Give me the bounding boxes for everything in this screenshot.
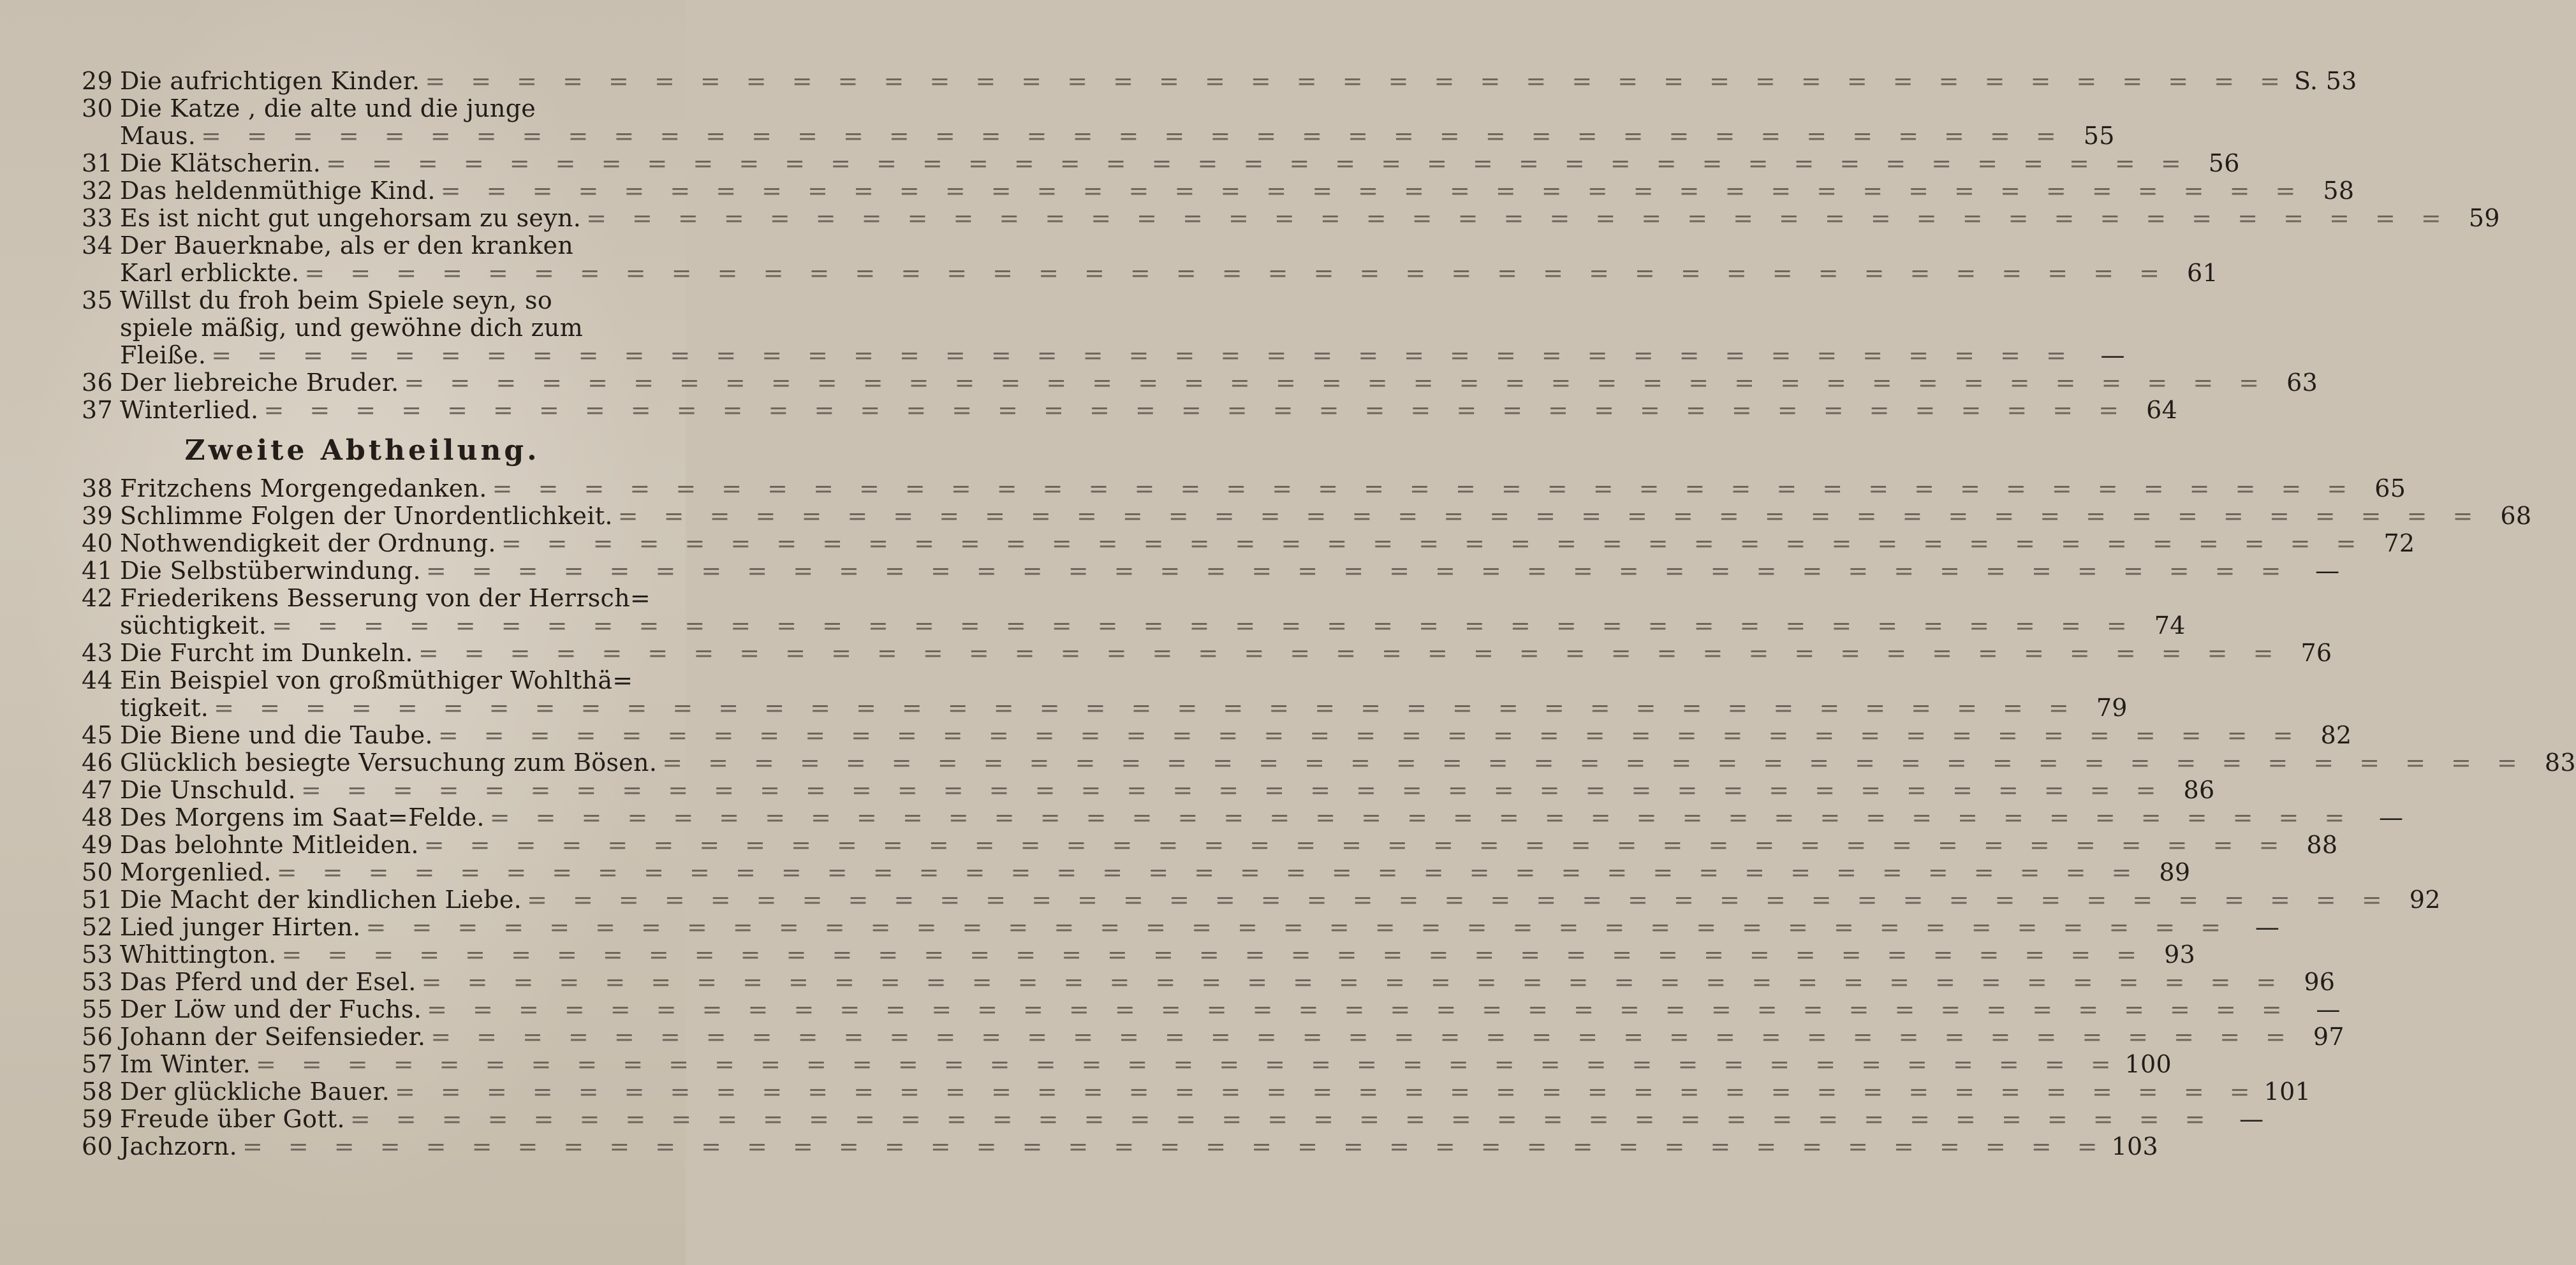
entry-number: 35 [82,286,113,314]
toc-entry [82,557,2340,585]
entry-title-line [120,314,2125,342]
entry-number: 44 [82,666,113,694]
entry-page: 58 [2323,177,2355,205]
entry-body [120,585,2186,640]
entry-title: Ein Beispiel von großmüthiger Wohlthä= [120,666,633,694]
section-heading: Zweite Abtheilung. [184,434,540,467]
entry-body [120,232,2218,287]
entry-page: — [2239,1105,2264,1133]
entry-number: 59 [82,1105,113,1133]
dot-leader [237,1133,2112,1160]
dot-leader [581,205,2455,232]
entry-page: — [2379,803,2404,831]
dot-leader [657,749,2531,777]
entry-title: Karl erblickte. [120,259,300,287]
entry-page: 68 [2500,502,2532,530]
entry-body [120,68,2357,95]
entry-title-line [120,122,2115,150]
dot-leader [206,342,2080,369]
dot-leader [296,777,2170,804]
entry-title-line [120,667,2128,694]
entry-number: 57 [82,1050,113,1078]
toc-entry [82,204,2500,232]
entry-title-line [120,1133,2158,1160]
entry-title: Whittington. [120,940,277,969]
entry-title-line [120,612,2186,640]
entry-page: 65 [2374,474,2406,502]
toc-entry [82,1105,2264,1133]
entry-title-line [120,831,2337,859]
entry-title: Glücklich besiegte Versuchung zum Bösen. [120,749,658,777]
entry-title: Freude über Gott. [120,1105,345,1133]
entry-number: 40 [82,529,113,557]
table-of-contents [82,67,2576,1160]
toc-entry [82,286,2125,369]
dot-leader [209,694,2083,722]
entry-title: Das Pferd und der Esel. [120,968,416,996]
entry-body [120,969,2335,996]
entry-body [120,941,2195,969]
entry-page: 72 [2383,529,2415,557]
entry-number: 47 [82,776,113,804]
entry-number: 34 [82,231,113,260]
toc-entry [82,968,2336,996]
entry-number: 49 [82,831,113,859]
toc-entry [82,721,2352,749]
dot-leader [613,502,2487,530]
entry-body [120,557,2339,585]
toc-entry [82,1050,2172,1078]
toc-entry [82,940,2196,969]
entry-title: Nothwendigkeit der Ordnung. [120,529,496,557]
entry-page: 61 [2187,259,2218,287]
entry-number: 41 [82,557,113,585]
entry-number: 43 [82,639,113,667]
entry-title-line [120,475,2406,502]
entry-body [120,886,2441,914]
entry-title-line [120,996,2341,1023]
entry-title-line [120,557,2339,585]
entry-title-line [120,640,2332,667]
entry-number: 32 [82,177,113,205]
entry-title: Johann der Seifensieder. [120,1023,426,1051]
dot-leader [299,260,2174,287]
entry-page: 74 [2154,611,2186,640]
entry-page: 55 [2083,122,2115,150]
toc-entry [82,639,2332,667]
entry-title-line [120,342,2125,369]
entry-page: 83 [2544,749,2576,777]
entry-title: Die Selbstüberwindung. [120,557,421,585]
entry-title-line [120,722,2352,749]
dot-leader [196,122,2070,150]
entry-title: Des Morgens im Saat=Felde. [120,803,485,831]
entry-page: 100 [2124,1050,2172,1078]
entry-title-line [120,150,2240,177]
entry-title-line [120,397,2177,424]
entry-page: 59 [2468,204,2500,232]
entry-title-line [120,1078,2311,1106]
entry-number: 30 [82,94,113,122]
entry-title: Winterlied. [120,396,259,424]
entry-body [120,1133,2158,1160]
dot-leader [390,1078,2264,1106]
dot-leader [433,722,2307,749]
entry-title: Morgenlied. [120,858,272,886]
entry-title-line [120,777,2214,804]
entry-title: tigkeit. [120,694,209,722]
entry-number: 52 [82,913,113,941]
entry-page: 96 [2304,968,2336,996]
entry-title: Fritzchens Morgengedanken. [120,474,487,502]
entry-title: Friederikens Besserung von der Herrsch= [120,584,651,612]
entry-number: 39 [82,502,113,530]
entry-page: — [2255,913,2280,941]
toc-entry [82,369,2318,397]
entry-page: 79 [2096,694,2128,722]
entry-number: 58 [82,1078,113,1106]
entry-page: 101 [2263,1078,2311,1106]
entry-body [120,287,2125,369]
dot-leader [276,941,2151,969]
entry-number: 42 [82,584,113,612]
dot-leader [413,640,2288,667]
toc-entry [82,67,2357,95]
entry-title-line [120,1106,2263,1133]
entry-title-line [120,68,2357,95]
entry-number: 36 [82,369,113,397]
entry-page: 86 [2183,776,2215,804]
entry-page: 93 [2164,940,2196,969]
entry-body [120,1023,2344,1051]
entry-title-line [120,749,2576,777]
dot-leader [425,1023,2300,1051]
dot-leader [267,612,2141,640]
entry-body [120,804,2403,831]
entry-title-line [120,530,2415,557]
dot-leader [419,831,2293,859]
toc-entry [82,529,2415,557]
dot-leader [485,804,2359,831]
entry-number: 48 [82,803,113,831]
dot-leader [436,177,2310,205]
toc-list-first-part [82,67,2500,424]
dot-leader [399,369,2274,397]
entry-number: 45 [82,721,113,749]
entry-body [120,722,2352,749]
dot-leader [272,859,2146,886]
entry-title-line [120,859,2190,886]
entry-title-line [120,1023,2344,1051]
entry-title-line [120,804,2403,831]
entry-title-line [120,941,2195,969]
entry-title: Das heldenmüthige Kind. [120,177,436,205]
entry-number: 50 [82,858,113,886]
dot-leader [421,557,2295,585]
entry-title-line [120,369,2318,397]
entry-title: Das belohnte Mitleiden. [120,831,419,859]
toc-entry [82,1023,2344,1051]
entry-number: 37 [82,396,113,424]
entry-body [120,397,2177,424]
entry-body [120,177,2354,205]
entry-number: 56 [82,1023,113,1051]
entry-title-line [120,585,2186,612]
toc-entry [82,749,2576,777]
dot-leader [420,68,2294,95]
entry-number: 46 [82,749,113,777]
entry-body [120,1078,2311,1106]
entry-title: Die Furcht im Dunkeln. [120,639,413,667]
entry-title-line [120,886,2441,914]
entry-page: — [2100,341,2125,369]
entry-body [120,667,2128,722]
entry-title-line [120,95,2115,122]
entry-title: Die Unschuld. [120,776,296,804]
dot-leader [496,530,2371,557]
dot-leader [416,969,2291,996]
entry-title-line [120,694,2128,722]
toc-entry [82,831,2338,859]
entry-body [120,95,2115,150]
entry-body [120,914,2279,941]
dot-leader [487,475,2362,502]
entry-page: — [2315,557,2340,585]
entry-number: 51 [82,886,113,914]
entry-title: Die Klätscherin. [120,149,321,177]
entry-title: süchtigkeit. [120,611,267,640]
entry-title: spiele mäßig, und gewöhne dich zum [120,314,584,342]
entry-title: Willst du froh beim Spiele seyn, so [120,286,553,314]
entry-title: Der glückliche Bauer. [120,1078,390,1106]
entry-body [120,369,2318,397]
dot-leader [361,914,2235,941]
toc-entry [82,94,2115,150]
entry-page: 64 [2146,396,2178,424]
entry-title-line [120,1051,2172,1078]
entry-body [120,1106,2263,1133]
dot-leader [345,1106,2219,1133]
entry-body [120,996,2341,1023]
toc-entry [82,666,2128,722]
entry-title: Lied junger Hirten. [120,913,361,941]
toc-entry [82,776,2215,804]
toc-entry [82,149,2240,177]
toc-entry [82,1078,2311,1106]
toc-entry [82,913,2280,941]
entry-number: 33 [82,204,113,232]
toc-entry [82,858,2191,886]
entry-title-line [120,914,2279,941]
entry-body [120,859,2190,886]
entry-title-line [120,969,2335,996]
entry-body [120,1051,2172,1078]
toc-entry [82,177,2355,205]
toc-entry [82,474,2406,502]
toc-entry [82,584,2186,640]
entry-number: 53 [82,968,113,996]
entry-title: Der Bauerknabe, als er den kranken [120,231,574,260]
entry-title: Schlimme Folgen der Unordentlichkeit. [120,502,613,530]
entry-title-line [120,205,2500,232]
entry-number: 29 [82,67,113,95]
toc-entry [82,231,2218,287]
entry-page: 63 [2286,369,2318,397]
toc-entry [82,803,2404,831]
entry-page: 76 [2300,639,2332,667]
toc-entry [82,396,2178,424]
entry-body [120,205,2500,232]
entry-title: Fleiße. [120,341,207,369]
entry-number: 60 [82,1132,113,1160]
entry-title: Maus. [120,122,196,150]
entry-page: 89 [2159,858,2191,886]
dot-leader [422,996,2296,1023]
dot-leader [258,397,2133,424]
entry-page: S. 53 [2293,67,2357,95]
entry-title: Die Biene und die Taube. [120,721,433,749]
entry-title-line [120,177,2354,205]
entry-page: 82 [2320,721,2352,749]
entry-title-line [120,232,2218,260]
entry-page: 92 [2409,886,2441,914]
entry-number: 55 [82,995,113,1023]
entry-title-line [120,287,2125,314]
dot-leader [251,1051,2125,1078]
entry-page: 88 [2306,831,2338,859]
entry-body [120,831,2337,859]
entry-number: 38 [82,474,113,502]
toc-list-second-part [82,474,2576,1160]
entry-body [120,777,2214,804]
entry-body [120,749,2576,777]
entry-title: Im Winter. [120,1050,251,1078]
entry-body [120,475,2406,502]
entry-title: Die aufrichtigen Kinder. [120,67,420,95]
entry-page: 103 [2111,1132,2159,1160]
entry-page: — [2316,995,2341,1023]
dot-leader [321,150,2195,177]
entry-title: Jachzorn. [120,1132,237,1160]
entry-number: 53 [82,940,113,969]
entry-body [120,530,2415,557]
entry-title: Der Löw und der Fuchs. [120,995,422,1023]
entry-title: Der liebreiche Bruder. [120,369,399,397]
entry-body [120,640,2332,667]
entry-title: Es ist nicht gut ungehorsam zu seyn. [120,204,582,232]
toc-entry [82,1132,2159,1160]
toc-entry [82,502,2532,530]
dot-leader [522,886,2396,914]
entry-body [120,502,2531,530]
entry-title-line [120,260,2218,287]
toc-entry [82,995,2341,1023]
entry-title: Die Katze , die alte und die junge [120,94,536,122]
entry-title-line [120,502,2531,530]
entry-number: 31 [82,149,113,177]
entry-page: 56 [2208,149,2240,177]
entry-page: 97 [2313,1023,2344,1051]
toc-entry [82,886,2441,914]
entry-body [120,150,2240,177]
entry-title: Die Macht der kindlichen Liebe. [120,886,522,914]
